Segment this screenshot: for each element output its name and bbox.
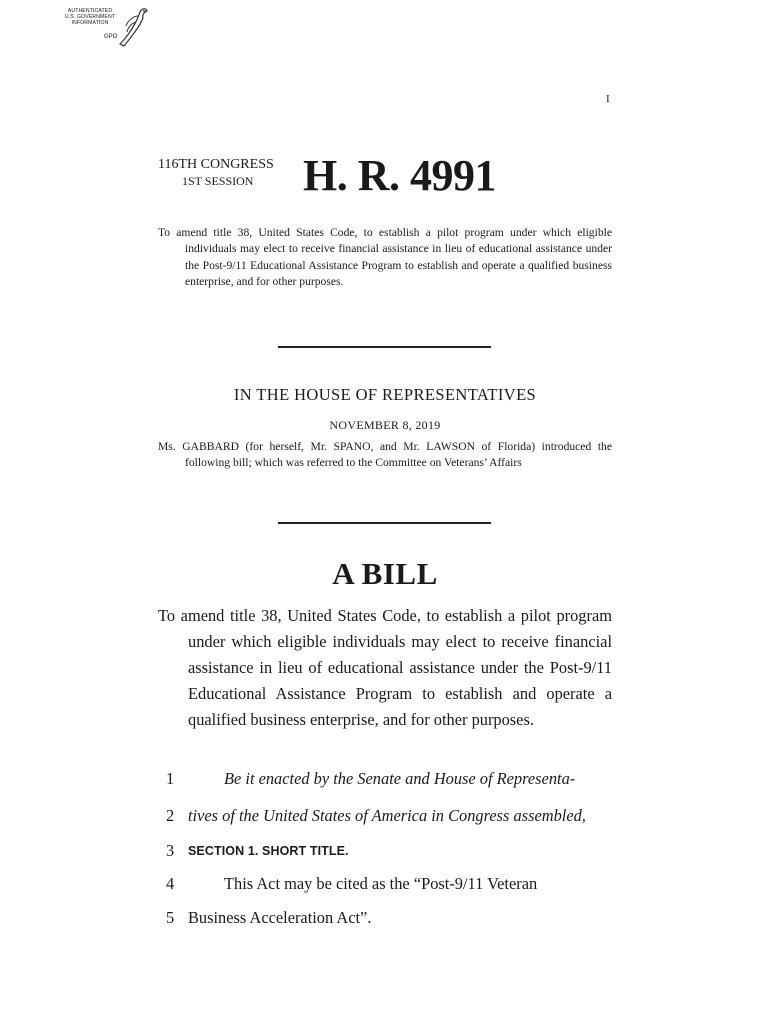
gpo-logo-mark: GPO bbox=[104, 34, 118, 40]
bill-line bbox=[158, 803, 612, 829]
sponsors-statement: Ms. GABBARD (for herself, Mr. SPANO, and Mr. LAWSON of Florida) introduced the following bill; which was referred to the Committee on Veterans’ Affairs bbox=[158, 440, 612, 470]
section-body-text: Business Acceleration Act”. bbox=[188, 908, 372, 927]
divider-rule bbox=[278, 522, 491, 524]
gpo-authentication-logo bbox=[58, 6, 150, 48]
line-number: 5 bbox=[166, 908, 175, 927]
gpo-logo-text bbox=[58, 8, 122, 26]
gpo-logo-line2: U.S. GOVERNMENT bbox=[64, 14, 116, 20]
eagle-icon bbox=[116, 6, 150, 48]
bill-line bbox=[158, 871, 612, 897]
line-number: 2 bbox=[166, 806, 175, 825]
bill-number: H. R. 4991 bbox=[303, 151, 496, 200]
bill-line bbox=[158, 905, 612, 931]
section-body-text: This Act may be cited as the “Post-9/11 Veteran bbox=[224, 874, 538, 893]
line-number: 3 bbox=[166, 841, 175, 860]
gpo-logo-line3: INFORMATION bbox=[71, 20, 109, 26]
section-heading: SECTION 1. SHORT TITLE. bbox=[188, 844, 349, 858]
gpo-logo-line1: AUTHENTICATED bbox=[67, 8, 113, 14]
short-purpose-statement: To amend title 38, United States Code, to establish a pilot program under which eligible individuals may elect to receive financial assistance in lieu of educational assistance under the Post-9/11 Educational Assistance Program to establish and operate a qualified business enterprise, and for other purposes. bbox=[158, 226, 612, 289]
congress-session-block bbox=[158, 157, 298, 189]
line-number: 4 bbox=[166, 874, 175, 893]
bill-line bbox=[158, 838, 612, 864]
line-number: 1 bbox=[166, 769, 175, 788]
introduction-date: NOVEMBER 8, 2019 bbox=[329, 418, 441, 432]
enacting-clause-text: Be it enacted by the Senate and House of Representa- bbox=[224, 769, 576, 788]
enacting-clause-text: tives of the United States of America in Congress assembled, bbox=[188, 806, 586, 825]
session-label: 1ST SESSION bbox=[182, 174, 254, 188]
house-heading: IN THE HOUSE OF REPRESENTATIVES bbox=[233, 385, 537, 404]
bill-title: A BILL bbox=[332, 556, 438, 591]
bill-line bbox=[158, 766, 612, 792]
page-number: I bbox=[606, 93, 610, 105]
divider-rule bbox=[278, 346, 491, 348]
long-purpose-statement: To amend title 38, United States Code, to establish a pilot program under which eligible individuals may elect to receive financial assistance in lieu of educational assistance under the Post-9/11 Educational Assistance Program to establish and operate a qualified business enterprise, and for other purposes. bbox=[158, 606, 612, 729]
congress-label: 116TH CONGRESS bbox=[158, 157, 274, 172]
